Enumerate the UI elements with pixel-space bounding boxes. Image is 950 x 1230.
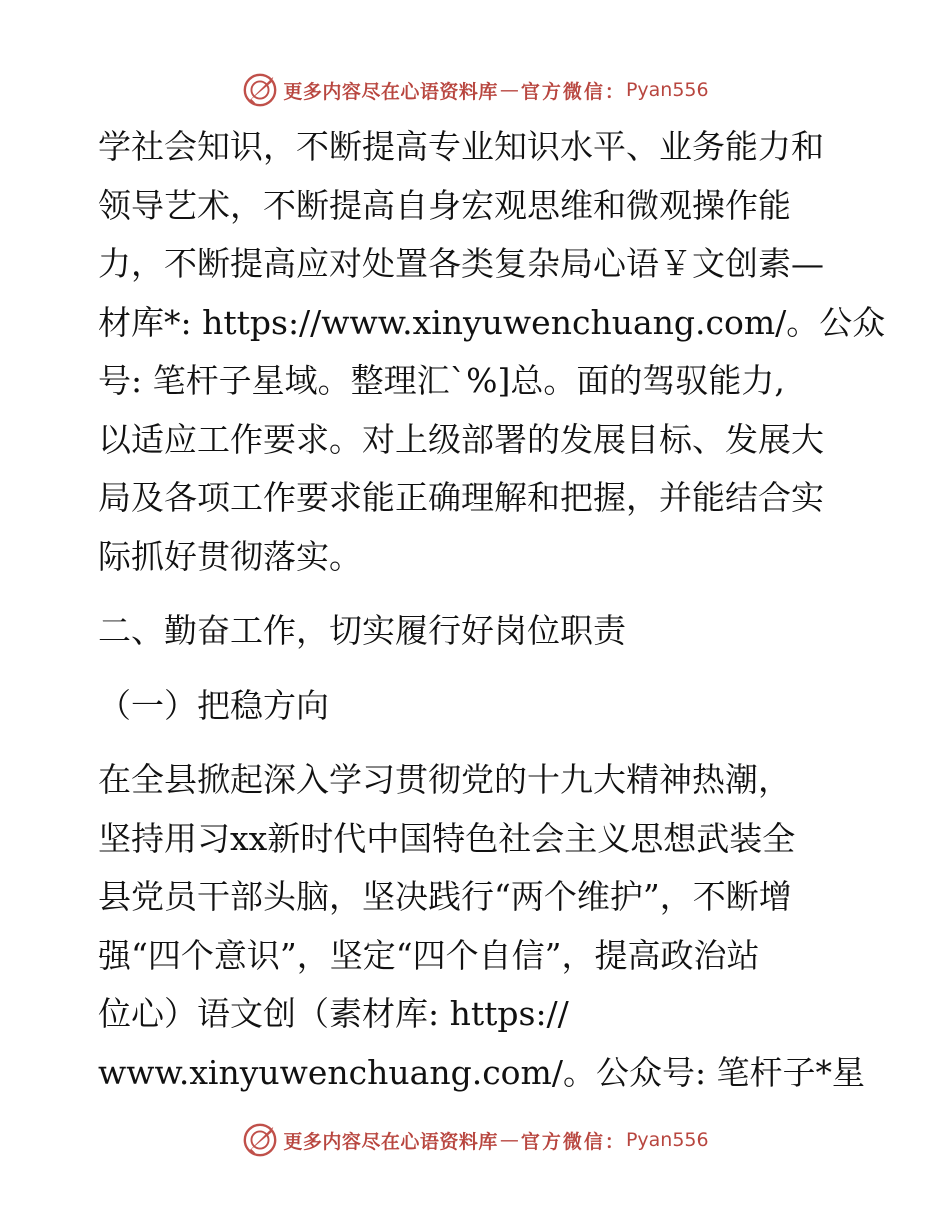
section-heading: 二、勤奋工作，切实履行好岗位职责 bbox=[98, 611, 626, 650]
paragraph-line: 局及各项工作要求能正确理解和把握，并能结合实 bbox=[98, 478, 824, 517]
paragraph-line: www.xinyuwenchuang.com/。公众号: 笔杆子*星 bbox=[98, 1052, 866, 1092]
banner-dash: — bbox=[499, 1129, 519, 1151]
paragraph-line: 县党员干部头脑，坚决践行“两个维护”，不断增 bbox=[98, 877, 792, 916]
banner-account: Pyan556 bbox=[625, 79, 709, 101]
paragraph-line: 材库*: https://www.xinyuwenchuang.com/。公众 bbox=[98, 302, 886, 342]
paragraph-line: 学社会知识，不断提高专业知识水平、业务能力和 bbox=[98, 127, 824, 166]
paragraph-line: 号: 笔杆子星域。整理汇`%]总。面的驾驭能力, bbox=[98, 361, 785, 400]
paragraph-line: 际抓好贯彻落实。 bbox=[98, 536, 362, 576]
paragraph-line: 力，不断提高应对处置各类复杂局心语￥文创素— bbox=[98, 244, 824, 283]
header-banner bbox=[0, 68, 950, 112]
paragraph-line: 领导艺术，不断提高自身宏观思维和微观操作能 bbox=[98, 185, 791, 225]
banner-main-text: 更多内容尽在心语资料库 bbox=[283, 80, 498, 103]
document-body bbox=[98, 118, 886, 1102]
banner-official-text: 官方微信： bbox=[520, 80, 626, 103]
banner-main-text: 更多内容尽在心语资料库 bbox=[283, 1130, 498, 1153]
paragraph-line: 在全县掀起深入学习贯彻党的十九大精神热潮， bbox=[98, 760, 791, 799]
banner-account: Pyan556 bbox=[625, 1129, 709, 1151]
subsection-heading: （一）把稳方向 bbox=[98, 685, 329, 725]
paragraph-line: 位心）语文创（素材库: https:// bbox=[98, 994, 569, 1033]
paragraph-line: 以适应工作要求。对上级部署的发展目标、发展大 bbox=[98, 419, 824, 459]
logo-icon bbox=[241, 1121, 279, 1159]
footer-banner bbox=[0, 1118, 950, 1162]
banner-official-text: 官方微信： bbox=[520, 1130, 626, 1153]
logo-icon bbox=[241, 71, 279, 109]
paragraph-line: 坚持用习xx新时代中国特色社会主义思想武装全 bbox=[98, 818, 796, 858]
paragraph-line: 强“四个意识”，坚定“四个自信”，提高政治站 bbox=[98, 935, 760, 975]
banner-dash: — bbox=[499, 79, 519, 101]
